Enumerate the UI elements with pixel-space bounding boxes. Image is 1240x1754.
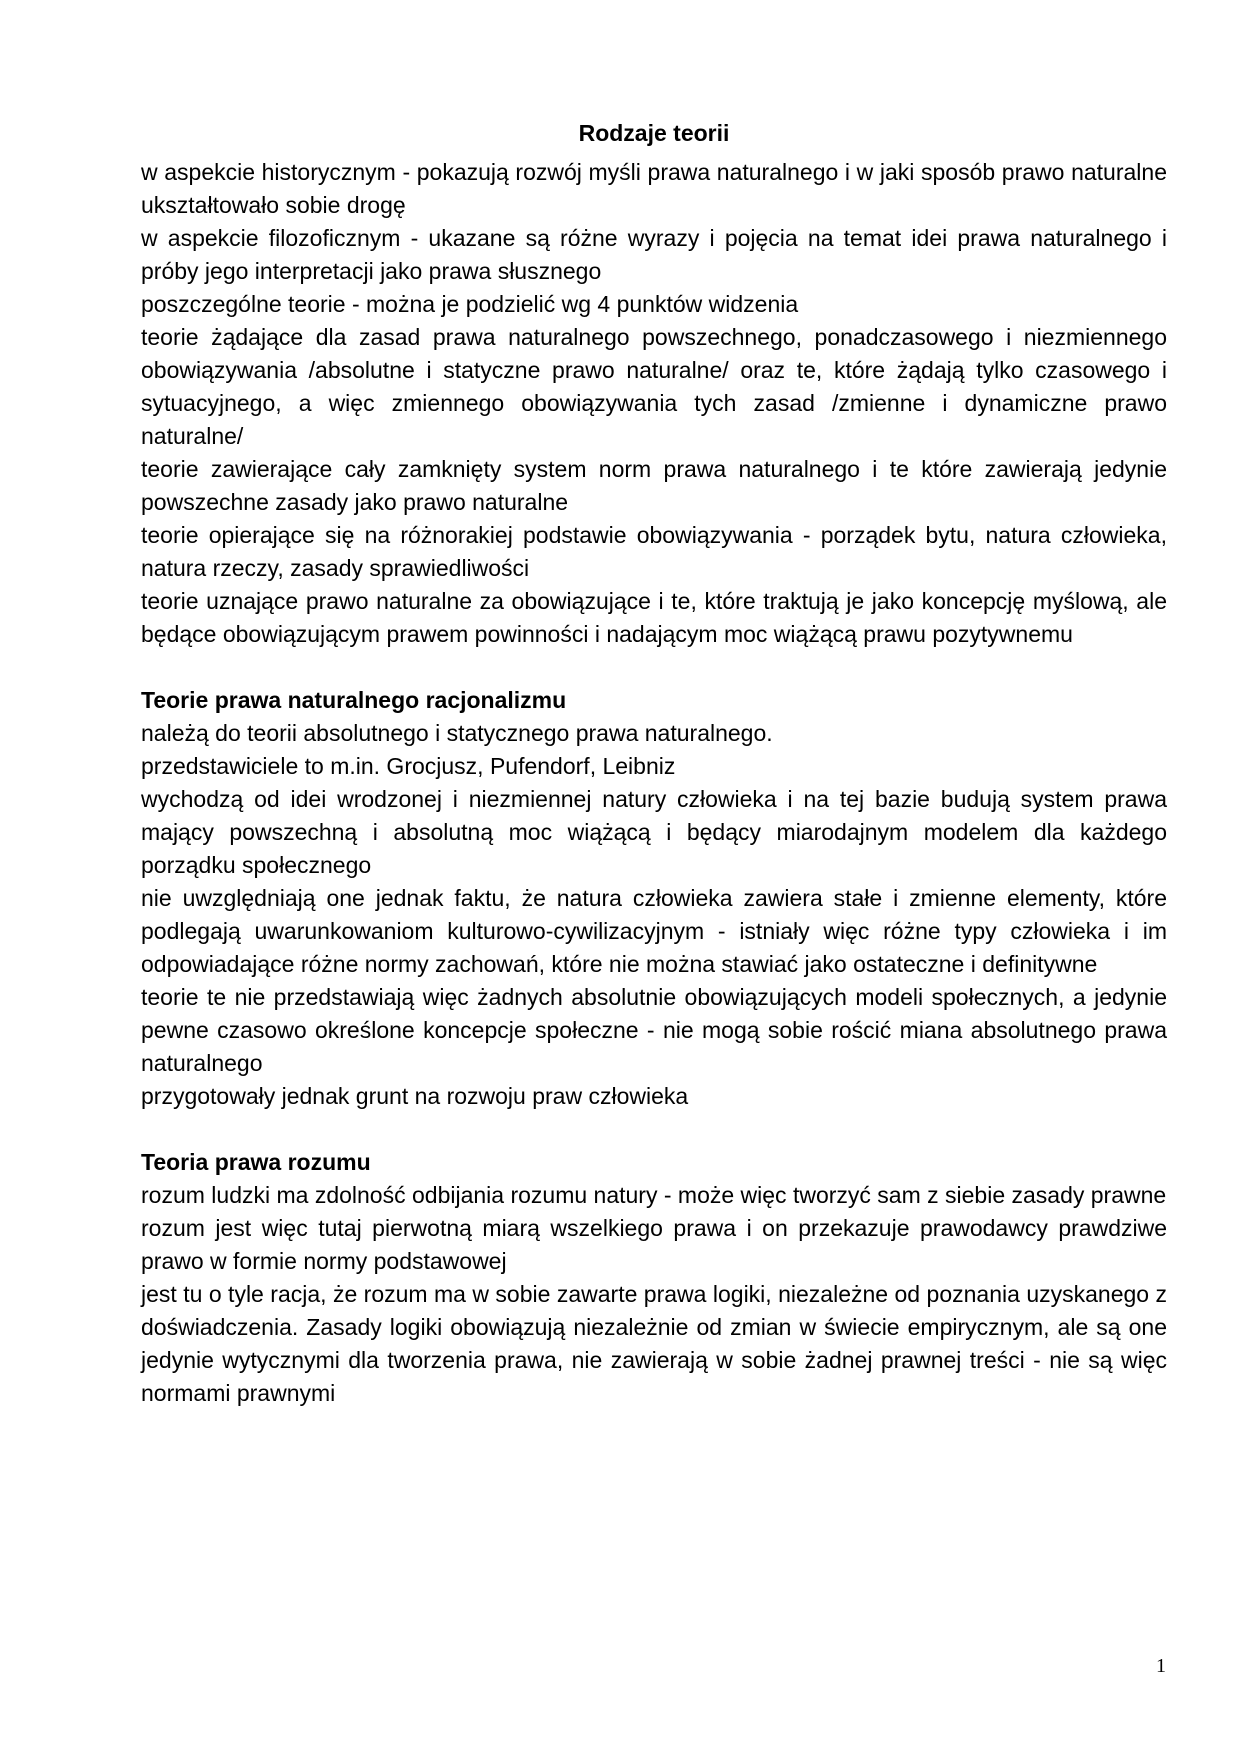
paragraph: należą do teorii absolutnego i statycznego prawa naturalnego. <box>141 720 773 746</box>
page-number: 1 <box>1156 1655 1166 1677</box>
section-racjonalizm <box>141 684 1167 1113</box>
paragraph: rozum jest więc tutaj pierwotną miarą wszelkiego prawa i on przekazuje prawodawcy prawdziwe prawo w formie normy podstawowej <box>141 1215 1167 1274</box>
paragraph: nie uwzględniają one jednak faktu, że natura człowieka zawiera stałe i zmienne elementy, które podlegają uwarunkowaniom kulturowo-cywilizacyjnym - istniały więc różne typy człowieka i im odpowiadające różne normy zachowań, które nie można stawiać jako ostateczne i definitywne <box>141 885 1167 977</box>
paragraph: teorie zawierające cały zamknięty system norm prawa naturalnego i te które zawierają jedynie powszechne zasady jako prawo naturalne <box>141 456 1167 515</box>
paragraph: jest tu o tyle racja, że rozum ma w sobie zawarte prawa logiki, niezależne od poznania uzyskanego z doświadczenia. Zasady logiki obowiązują niezależnie od zmian w świecie empirycznym, ale są one jedynie wytycznymi dla tworzenia prawa, nie zawierają w sobie żadnej prawnej treści - nie są więc normami prawnymi <box>141 1281 1167 1406</box>
section-heading: Teoria prawa rozumu <box>141 1149 371 1175</box>
paragraph: teorie opierające się na różnorakiej podstawie obowiązywania - porządek bytu, natura człowieka, natura rzeczy, zasady sprawiedliwości <box>141 522 1167 581</box>
paragraph: przedstawiciele to m.in. Grocjusz, Pufendorf, Leibniz <box>141 753 676 779</box>
document-title: Rodzaje teorii <box>578 120 730 146</box>
paragraph: w aspekcie historycznym - pokazują rozwój myśli prawa naturalnego i w jaki sposób prawo naturalne ukształtowało sobie drogę <box>141 159 1167 218</box>
paragraph: teorie te nie przedstawiają więc żadnych absolutnie obowiązujących modeli społecznych, a jedynie pewne czasowo określone koncepcje społeczne - nie mogą sobie rościć miana absolutnego prawa naturalnego <box>141 984 1167 1076</box>
paragraph: wychodzą od idei wrodzonej i niezmiennej natury człowieka i na tej bazie budują system prawa mający powszechną i absolutną moc wiążącą i będący miarodajnym modelem dla każdego porządku społecznego <box>141 786 1167 878</box>
paragraph: teorie uznające prawo naturalne za obowiązujące i te, które traktują je jako koncepcję myślową, ale będące obowiązującym prawem powinności i nadającym moc wiążącą prawu pozytywnemu <box>141 588 1167 647</box>
document-page <box>141 118 1167 1410</box>
paragraph: teorie żądające dla zasad prawa naturalnego powszechnego, ponadczasowego i niezmiennego obowiązywania /absolutne i statyczne prawo naturalne/ oraz te, które żądają tylko czasowego i sytuacyjnego, a więc zmiennego obowiązywania tych zasad /zmienne i dynamiczne prawo naturalne/ <box>141 324 1167 449</box>
section-gap <box>141 1113 1167 1146</box>
paragraph: rozum ludzki ma zdolność odbijania rozumu natury - może więc tworzyć sam z siebie zasady prawne <box>141 1182 1167 1208</box>
paragraph: poszczególne teorie - można je podzielić wg 4 punktów widzenia <box>141 291 799 317</box>
paragraph: przygotowały jednak grunt na rozwoju praw człowieka <box>141 1083 689 1109</box>
paragraph: w aspekcie filozoficznym - ukazane są różne wyrazy i pojęcia na temat idei prawa naturalnego i próby jego interpretacji jako prawa słusznego <box>141 225 1167 284</box>
section-heading: Teorie prawa naturalnego racjonalizmu <box>141 687 567 713</box>
section-intro <box>141 156 1167 651</box>
section-gap <box>141 651 1167 684</box>
section-prawo-rozumu <box>141 1146 1167 1410</box>
